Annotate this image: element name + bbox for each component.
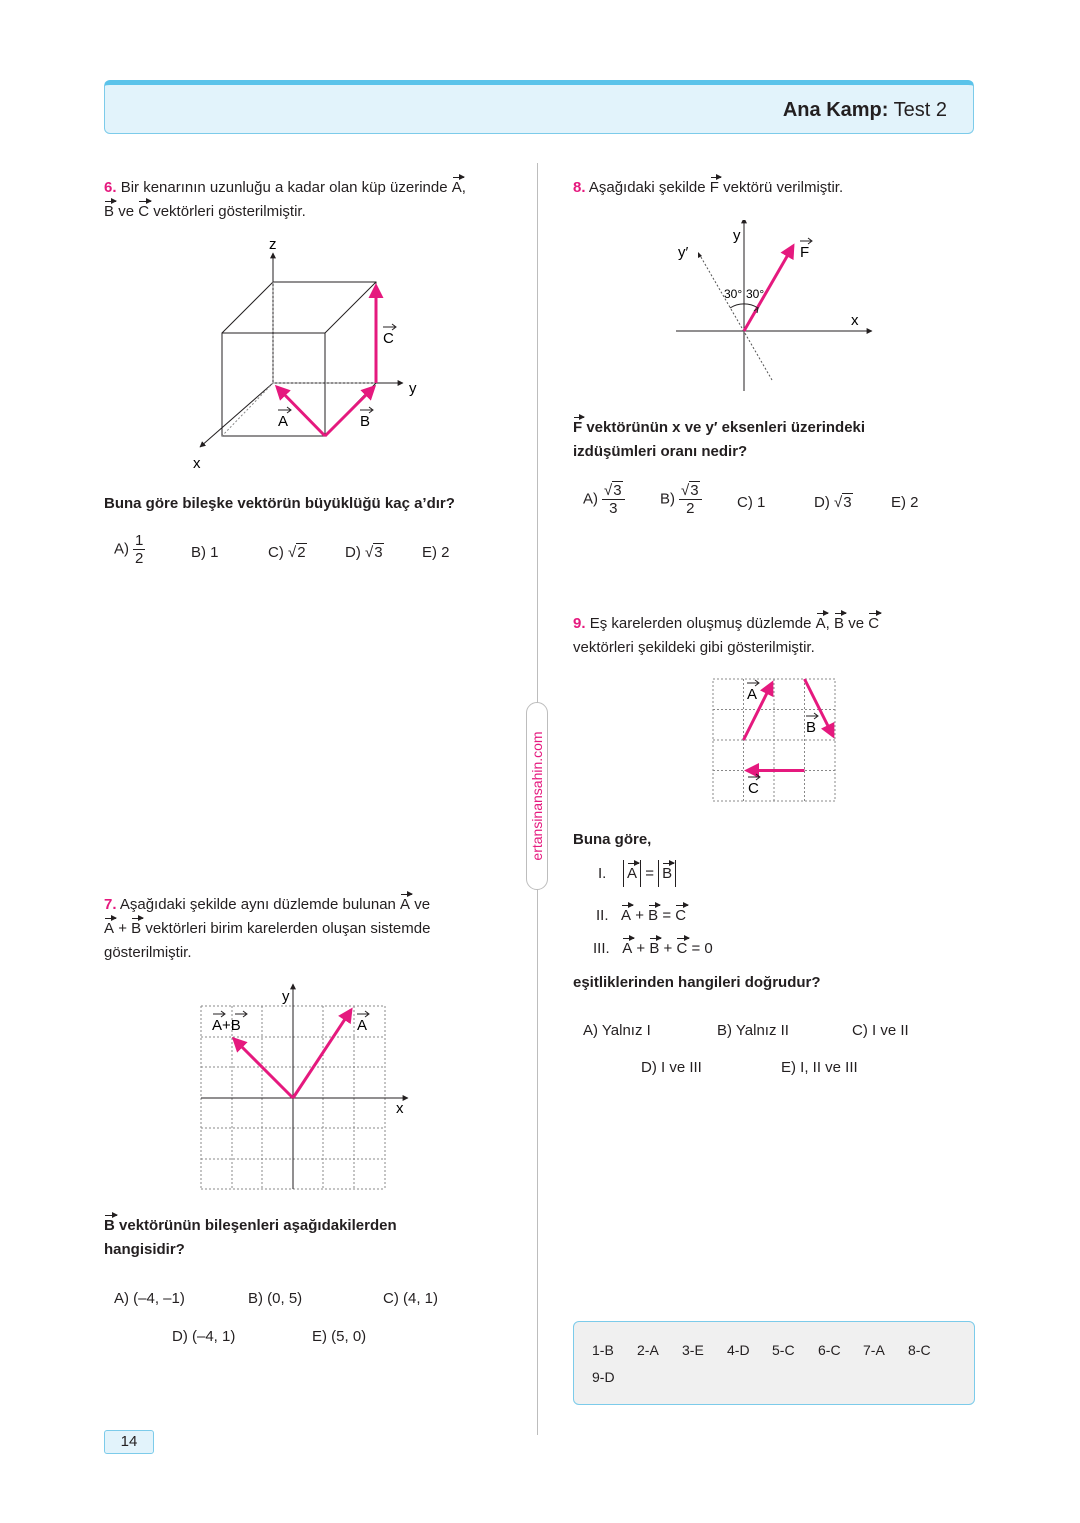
vector-f-label: F xyxy=(800,244,810,261)
question-6-prompt: Buna göre bileşke vektörün büyüklüğü kaç a’dır? xyxy=(104,495,455,512)
vector-a-label: A xyxy=(278,413,289,430)
cube-vector-diagram xyxy=(185,235,435,475)
answer-item: 5-C xyxy=(772,1342,795,1358)
answer-item: 1-B xyxy=(592,1342,614,1358)
answer-item: 8-C xyxy=(908,1342,931,1358)
question-7-prompt: B vektörünün bileşenleri aşağıdakilerden hangisidir? xyxy=(104,1214,397,1262)
q8-option-b[interactable]: B) $\frac{√3}{2}$ xyxy=(660,482,702,517)
vector-a-label: A xyxy=(357,1017,368,1034)
header-bar xyxy=(104,80,974,134)
question-7-text: 7. Aşağıdaki şekilde aynı düzlemde bulunan A ve A + B vektörleri birim karelerden oluşan sistemde gösterilmiştir. xyxy=(104,893,524,965)
vector-c-label: C xyxy=(383,330,394,347)
angle-label-right: 30° xyxy=(746,287,765,301)
question-6-text: 6. Bir kenarının uzunluğu a kadar olan küp üzerinde A, B ve C vektörleri gösterilmiştir. xyxy=(104,176,524,224)
question-9-lead: Buna göre, xyxy=(573,831,652,848)
grid-vector-diagram-q9 xyxy=(708,674,842,808)
vector-sum-label: A+B xyxy=(212,1017,241,1034)
answer-item: 3-E xyxy=(682,1342,704,1358)
axis-label-x: x xyxy=(396,1100,404,1117)
question-9-prompt: eşitliklerinden hangileri doğrudur? xyxy=(573,974,821,991)
q7-option-a[interactable]: A) (–4, –1) xyxy=(114,1290,185,1307)
q8-option-c[interactable]: C) 1 xyxy=(737,494,766,511)
q6-option-e[interactable]: E) 2 xyxy=(422,544,450,561)
answer-item: 6-C xyxy=(818,1342,841,1358)
q8-option-a[interactable]: A) $\frac{√3}{3}$ xyxy=(583,482,625,517)
q9-option-d[interactable]: D) I ve III xyxy=(641,1059,702,1076)
q8-option-d[interactable]: D) √3 xyxy=(814,494,852,511)
angle-label-left: 30° xyxy=(724,287,743,301)
vector-a-plus-b xyxy=(234,1039,293,1098)
statement-2: II. A + B = C xyxy=(596,904,796,928)
q6-option-b[interactable]: B) 1 xyxy=(191,544,219,561)
axis-label-y: y xyxy=(409,380,417,397)
question-8-prompt: F vektörünün x ve y′ eksenleri üzerindeki izdüşümleri oranı nedir? xyxy=(573,416,865,464)
q8-option-e[interactable]: E) 2 xyxy=(891,494,919,511)
axis-label-x: x xyxy=(851,312,859,329)
answer-item: 7-A xyxy=(863,1342,885,1358)
question-6-options xyxy=(114,532,534,578)
q9-option-a[interactable]: A) Yalnız I xyxy=(583,1022,651,1039)
question-7-options xyxy=(114,1290,534,1350)
axis-label-x: x xyxy=(193,455,201,472)
axis-label-y-prime: y′ xyxy=(678,244,689,261)
question-8-text: 8. Aşağıdaki şekilde F vektörü verilmiştir. xyxy=(573,176,973,200)
question-9-text: 9. Eş karelerden oluşmuş düzlemde A, B ve C vektörleri şekildeki gibi gösterilmiştir. xyxy=(573,612,973,660)
q7-option-d[interactable]: D) (–4, 1) xyxy=(172,1328,236,1345)
q7-option-b[interactable]: B) (0, 5) xyxy=(248,1290,303,1307)
answer-item: 9-D xyxy=(592,1369,615,1385)
vector-f-axes-diagram xyxy=(670,220,885,395)
q7-option-e[interactable]: E) (5, 0) xyxy=(312,1328,367,1345)
vector-c-label: C xyxy=(748,780,759,797)
axis-label-y: y xyxy=(733,227,741,244)
question-8-options xyxy=(583,482,973,528)
axis-label-z: z xyxy=(269,236,277,253)
q6-option-a[interactable]: A) $\frac{1}{2}$ xyxy=(114,532,144,567)
q6-option-c[interactable]: C) √2 xyxy=(268,544,306,561)
statement-3: III. A + B + C = 0 xyxy=(593,937,813,961)
statement-1: I. A = B xyxy=(598,860,798,887)
vector-a xyxy=(293,1010,351,1098)
vector-a-label: A xyxy=(747,686,758,703)
q9-option-e[interactable]: E) I, II ve III xyxy=(781,1059,858,1076)
answer-key-box xyxy=(573,1321,975,1405)
answer-item: 4-D xyxy=(727,1342,750,1358)
q9-option-c[interactable]: C) I ve II xyxy=(852,1022,909,1039)
vector-b-label: B xyxy=(806,719,817,736)
question-9-options xyxy=(583,1022,973,1082)
answer-item: 2-A xyxy=(637,1342,659,1358)
page-number: 14 xyxy=(104,1430,154,1454)
side-website-tag: ertansinansahin.com xyxy=(526,702,548,890)
axis-label-y: y xyxy=(282,988,290,1005)
test-title: Ana Kamp: Test 2 xyxy=(782,99,947,121)
q6-option-d[interactable]: D) √3 xyxy=(345,544,383,561)
q9-option-b[interactable]: B) Yalnız II xyxy=(717,1022,789,1039)
vector-b-label: B xyxy=(360,413,371,430)
grid-vector-diagram-q7 xyxy=(195,980,425,1195)
q7-option-c[interactable]: C) (4, 1) xyxy=(383,1290,439,1307)
